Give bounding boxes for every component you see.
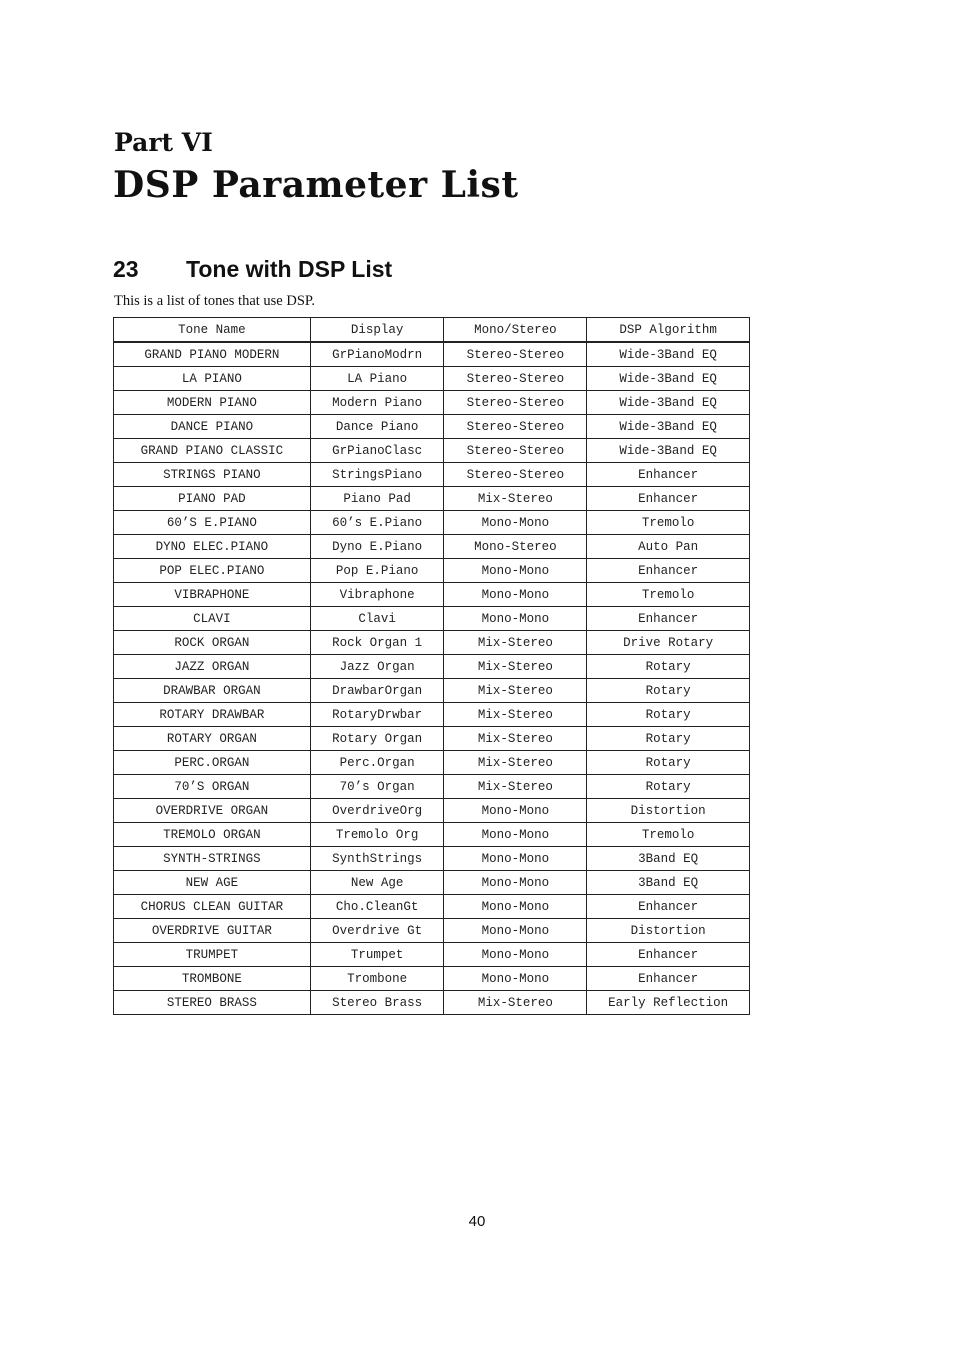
tone-name-cell: TROMBONE: [114, 967, 311, 991]
tone-name-cell: NEW AGE: [114, 871, 311, 895]
table-row: [114, 991, 750, 1015]
table-row: [114, 535, 750, 559]
tone-name-cell: GRAND PIANO CLASSIC: [114, 439, 311, 463]
tone-name-cell: PERC.ORGAN: [114, 751, 311, 775]
mono-stereo-cell: Stereo-Stereo: [444, 439, 587, 463]
header-tone-name: Tone Name: [114, 318, 311, 343]
table-row: [114, 919, 750, 943]
intro-text: This is a list of tones that use DSP.: [114, 293, 315, 309]
table-row: [114, 751, 750, 775]
mono-stereo-cell: Stereo-Stereo: [444, 367, 587, 391]
dsp-algorithm-cell: Enhancer: [587, 559, 750, 583]
display-cell: 70’s Organ: [310, 775, 444, 799]
dsp-algorithm-cell: Auto Pan: [587, 535, 750, 559]
table-row: [114, 342, 750, 367]
dsp-algorithm-cell: Enhancer: [587, 607, 750, 631]
table-row: [114, 847, 750, 871]
display-cell: DrawbarOrgan: [310, 679, 444, 703]
tone-name-cell: 70’S ORGAN: [114, 775, 311, 799]
table-row: [114, 607, 750, 631]
mono-stereo-cell: Mix-Stereo: [444, 775, 587, 799]
mono-stereo-cell: Stereo-Stereo: [444, 463, 587, 487]
display-cell: Jazz Organ: [310, 655, 444, 679]
tone-name-cell: DANCE PIANO: [114, 415, 311, 439]
tone-name-cell: MODERN PIANO: [114, 391, 311, 415]
display-cell: Modern Piano: [310, 391, 444, 415]
display-cell: Clavi: [310, 607, 444, 631]
dsp-algorithm-cell: 3Band EQ: [587, 847, 750, 871]
dsp-algorithm-cell: Rotary: [587, 655, 750, 679]
display-cell: Dyno E.Piano: [310, 535, 444, 559]
display-cell: Pop E.Piano: [310, 559, 444, 583]
display-cell: Cho.CleanGt: [310, 895, 444, 919]
header-display: Display: [310, 318, 444, 343]
dsp-algorithm-cell: Tremolo: [587, 583, 750, 607]
dsp-algorithm-cell: Enhancer: [587, 943, 750, 967]
display-cell: GrPianoModrn: [310, 342, 444, 367]
table-row: [114, 727, 750, 751]
table-row: [114, 823, 750, 847]
display-cell: Rotary Organ: [310, 727, 444, 751]
mono-stereo-cell: Mono-Mono: [444, 559, 587, 583]
display-cell: RotaryDrwbar: [310, 703, 444, 727]
dsp-algorithm-cell: Rotary: [587, 775, 750, 799]
mono-stereo-cell: Mix-Stereo: [444, 487, 587, 511]
tone-name-cell: SYNTH-STRINGS: [114, 847, 311, 871]
dsp-algorithm-cell: Wide-3Band EQ: [587, 415, 750, 439]
tone-name-cell: STEREO BRASS: [114, 991, 311, 1015]
mono-stereo-cell: Mix-Stereo: [444, 991, 587, 1015]
tone-name-cell: TREMOLO ORGAN: [114, 823, 311, 847]
section-number: 23: [113, 256, 139, 282]
display-cell: OverdriveOrg: [310, 799, 444, 823]
mono-stereo-cell: Mix-Stereo: [444, 703, 587, 727]
dsp-algorithm-cell: Enhancer: [587, 967, 750, 991]
display-cell: 60’s E.Piano: [310, 511, 444, 535]
display-cell: LA Piano: [310, 367, 444, 391]
table-body: [114, 342, 750, 1015]
tone-name-cell: VIBRAPHONE: [114, 583, 311, 607]
part-label: Part VI: [114, 128, 213, 157]
table-row: [114, 703, 750, 727]
table-row: [114, 943, 750, 967]
mono-stereo-cell: Stereo-Stereo: [444, 391, 587, 415]
display-cell: Perc.Organ: [310, 751, 444, 775]
display-cell: Trombone: [310, 967, 444, 991]
table-row: [114, 583, 750, 607]
dsp-algorithm-cell: Enhancer: [587, 487, 750, 511]
dsp-algorithm-cell: Tremolo: [587, 823, 750, 847]
display-cell: Rock Organ 1: [310, 631, 444, 655]
display-cell: Dance Piano: [310, 415, 444, 439]
mono-stereo-cell: Mono-Mono: [444, 895, 587, 919]
table-row: [114, 967, 750, 991]
table-row: [114, 775, 750, 799]
tone-name-cell: GRAND PIANO MODERN: [114, 342, 311, 367]
tone-name-cell: OVERDRIVE ORGAN: [114, 799, 311, 823]
display-cell: Stereo Brass: [310, 991, 444, 1015]
header-dsp-algorithm: DSP Algorithm: [587, 318, 750, 343]
mono-stereo-cell: Mono-Mono: [444, 871, 587, 895]
dsp-algorithm-cell: Drive Rotary: [587, 631, 750, 655]
table-row: [114, 631, 750, 655]
dsp-algorithm-cell: Wide-3Band EQ: [587, 367, 750, 391]
mono-stereo-cell: Mono-Mono: [444, 799, 587, 823]
mono-stereo-cell: Mix-Stereo: [444, 727, 587, 751]
tone-name-cell: CLAVI: [114, 607, 311, 631]
table-row: [114, 391, 750, 415]
mono-stereo-cell: Mix-Stereo: [444, 751, 587, 775]
table-row: [114, 871, 750, 895]
tone-name-cell: OVERDRIVE GUITAR: [114, 919, 311, 943]
tone-name-cell: STRINGS PIANO: [114, 463, 311, 487]
tone-name-cell: PIANO PAD: [114, 487, 311, 511]
display-cell: Piano Pad: [310, 487, 444, 511]
dsp-algorithm-cell: Distortion: [587, 799, 750, 823]
dsp-algorithm-cell: Rotary: [587, 751, 750, 775]
mono-stereo-cell: Mono-Mono: [444, 967, 587, 991]
display-cell: GrPianoClasc: [310, 439, 444, 463]
table-row: [114, 679, 750, 703]
tone-name-cell: ROCK ORGAN: [114, 631, 311, 655]
display-cell: Trumpet: [310, 943, 444, 967]
mono-stereo-cell: Mono-Mono: [444, 919, 587, 943]
mono-stereo-cell: Mix-Stereo: [444, 679, 587, 703]
dsp-algorithm-cell: Rotary: [587, 727, 750, 751]
mono-stereo-cell: Stereo-Stereo: [444, 415, 587, 439]
dsp-algorithm-cell: Early Reflection: [587, 991, 750, 1015]
display-cell: Tremolo Org: [310, 823, 444, 847]
table-row: [114, 439, 750, 463]
tone-name-cell: ROTARY ORGAN: [114, 727, 311, 751]
table-row: [114, 463, 750, 487]
display-cell: StringsPiano: [310, 463, 444, 487]
tone-name-cell: JAZZ ORGAN: [114, 655, 311, 679]
dsp-algorithm-cell: 3Band EQ: [587, 871, 750, 895]
tone-name-cell: LA PIANO: [114, 367, 311, 391]
table-row: [114, 655, 750, 679]
header-mono-stereo: Mono/Stereo: [444, 318, 587, 343]
section-title: Tone with DSP List: [186, 256, 393, 282]
mono-stereo-cell: Stereo-Stereo: [444, 342, 587, 367]
table-row: [114, 487, 750, 511]
tone-name-cell: 60’S E.PIANO: [114, 511, 311, 535]
tone-name-cell: DRAWBAR ORGAN: [114, 679, 311, 703]
tone-name-cell: CHORUS CLEAN GUITAR: [114, 895, 311, 919]
dsp-algorithm-cell: Wide-3Band EQ: [587, 439, 750, 463]
table-row: [114, 799, 750, 823]
mono-stereo-cell: Mono-Mono: [444, 607, 587, 631]
display-cell: Vibraphone: [310, 583, 444, 607]
dsp-algorithm-cell: Wide-3Band EQ: [587, 342, 750, 367]
display-cell: Overdrive Gt: [310, 919, 444, 943]
display-cell: New Age: [310, 871, 444, 895]
dsp-algorithm-cell: Enhancer: [587, 463, 750, 487]
dsp-algorithm-cell: Distortion: [587, 919, 750, 943]
table-row: [114, 559, 750, 583]
mono-stereo-cell: Mono-Stereo: [444, 535, 587, 559]
mono-stereo-cell: Mono-Mono: [444, 823, 587, 847]
display-cell: SynthStrings: [310, 847, 444, 871]
dsp-algorithm-cell: Rotary: [587, 703, 750, 727]
mono-stereo-cell: Mono-Mono: [444, 943, 587, 967]
tone-name-cell: TRUMPET: [114, 943, 311, 967]
mono-stereo-cell: Mono-Mono: [444, 847, 587, 871]
tone-name-cell: POP ELEC.PIANO: [114, 559, 311, 583]
mono-stereo-cell: Mono-Mono: [444, 583, 587, 607]
dsp-algorithm-cell: Enhancer: [587, 895, 750, 919]
section-heading: [113, 256, 392, 283]
table-row: [114, 415, 750, 439]
table-row: [114, 511, 750, 535]
mono-stereo-cell: Mix-Stereo: [444, 631, 587, 655]
table-header-row: [114, 318, 750, 343]
tone-dsp-table: [113, 317, 750, 1015]
dsp-algorithm-cell: Rotary: [587, 679, 750, 703]
part-title: DSP Parameter List: [113, 164, 519, 206]
mono-stereo-cell: Mix-Stereo: [444, 655, 587, 679]
dsp-algorithm-cell: Tremolo: [587, 511, 750, 535]
page-number: 40: [468, 1213, 486, 1230]
tone-name-cell: ROTARY DRAWBAR: [114, 703, 311, 727]
table-row: [114, 367, 750, 391]
mono-stereo-cell: Mono-Mono: [444, 511, 587, 535]
tone-name-cell: DYNO ELEC.PIANO: [114, 535, 311, 559]
dsp-algorithm-cell: Wide-3Band EQ: [587, 391, 750, 415]
table-row: [114, 895, 750, 919]
